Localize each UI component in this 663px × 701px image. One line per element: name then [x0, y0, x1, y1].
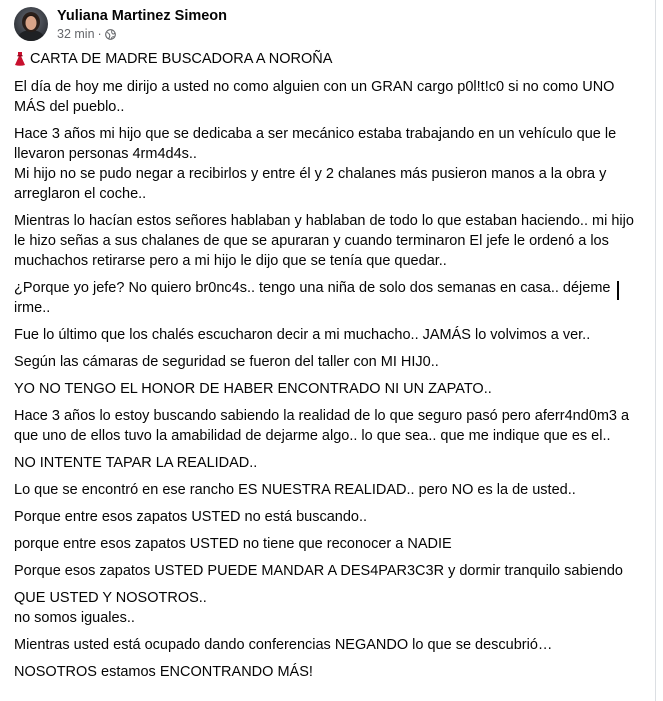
paragraph-8: Hace 3 años lo estoy buscando sabiendo la realidad de lo que seguro pasó pero aferr4nd0m3 a que uno de ellos tuvo la amabilidad de dejarme algo.. lo que sea.. que me indique que es el.. — [14, 408, 630, 444]
paragraph-6: Según las cámaras de seguridad se fueron del taller con MI HIJ0.. — [14, 354, 439, 370]
post-title: CARTA DE MADRE BUSCADORA A NOROÑA — [30, 51, 333, 67]
author-name[interactable]: Yuliana Martinez Simeon — [57, 7, 228, 24]
paragraph-9: NO INTENTE TAPAR LA REALIDAD.. — [14, 455, 258, 471]
paragraph-15: Mientras usted está ocupado dando conferencias NEGANDO lo que se descubrió… — [14, 637, 553, 653]
post-header — [14, 6, 227, 42]
author-avatar[interactable] — [14, 7, 48, 41]
post-body — [14, 49, 644, 689]
paragraph-14: QUE USTED Y NOSOTROS.. no somos iguales.. — [14, 590, 207, 626]
paragraph-3: Mientras lo hacían estos señores hablaban y hablaban de todo lo que estaban haciendo.. mi hijo le hizo señas a sus chalanes de que se apuraran y cuando terminaron El jefe le ordenó a los muchachos retirarse pero a mi hijo le dijo que se tenía que quedar.. — [14, 213, 634, 269]
paragraph-13: Porque esos zapatos USTED PUEDE MANDAR A DES4PAR3C3R y dormir tranquilo sabiendo — [14, 563, 623, 579]
paragraph-5: Fue lo último que los chalés escucharon decir a mi muchacho.. JAMÁS lo volvimos a ver.. — [14, 327, 591, 343]
profile-photo — [14, 7, 48, 41]
paragraph-7: YO NO TENGO EL HONOR DE HABER ENCONTRADO NI UN ZAPATO.. — [14, 381, 492, 397]
paragraph-10: Lo que se encontró en ese rancho ES NUESTRA REALIDAD.. pero NO es la de usted.. — [14, 482, 576, 498]
paragraph-4: ¿Porque yo jefe? No quiero br0nc4s.. tengo una niña de solo dos semanas en casa.. déjeme irme.. — [14, 280, 611, 316]
post-timestamp[interactable]: 32 min — [57, 26, 95, 41]
paragraph-11: Porque entre esos zapatos USTED no está buscando.. — [14, 509, 368, 525]
red-dress-icon — [14, 52, 26, 66]
paragraph-2: Hace 3 años mi hijo que se dedicaba a ser mecánico estaba trabajando en un vehículo que le llevaron personas 4rm4d4s.. Mi hijo no se pudo negar a recibirlos y entre él y 2 chalanes más pusieron manos a la obra y arreglaron el coche.. — [14, 126, 617, 202]
globe-icon[interactable] — [105, 28, 116, 39]
text-cursor — [617, 281, 619, 300]
post-title-line — [14, 49, 644, 69]
paragraph-16: NOSOTROS estamos ENCONTRANDO MÁS! — [14, 664, 313, 680]
paragraph-12: porque entre esos zapatos USTED no tiene que reconocer a NADIE — [14, 536, 452, 552]
author-block — [57, 7, 227, 42]
meta-separator: · — [97, 26, 102, 41]
paragraph-1: El día de hoy me dirijo a usted no como alguien con un GRAN cargo p0l!t!c0 si no como UNO MÁS del pueblo.. — [14, 79, 615, 115]
post-meta — [57, 26, 227, 42]
